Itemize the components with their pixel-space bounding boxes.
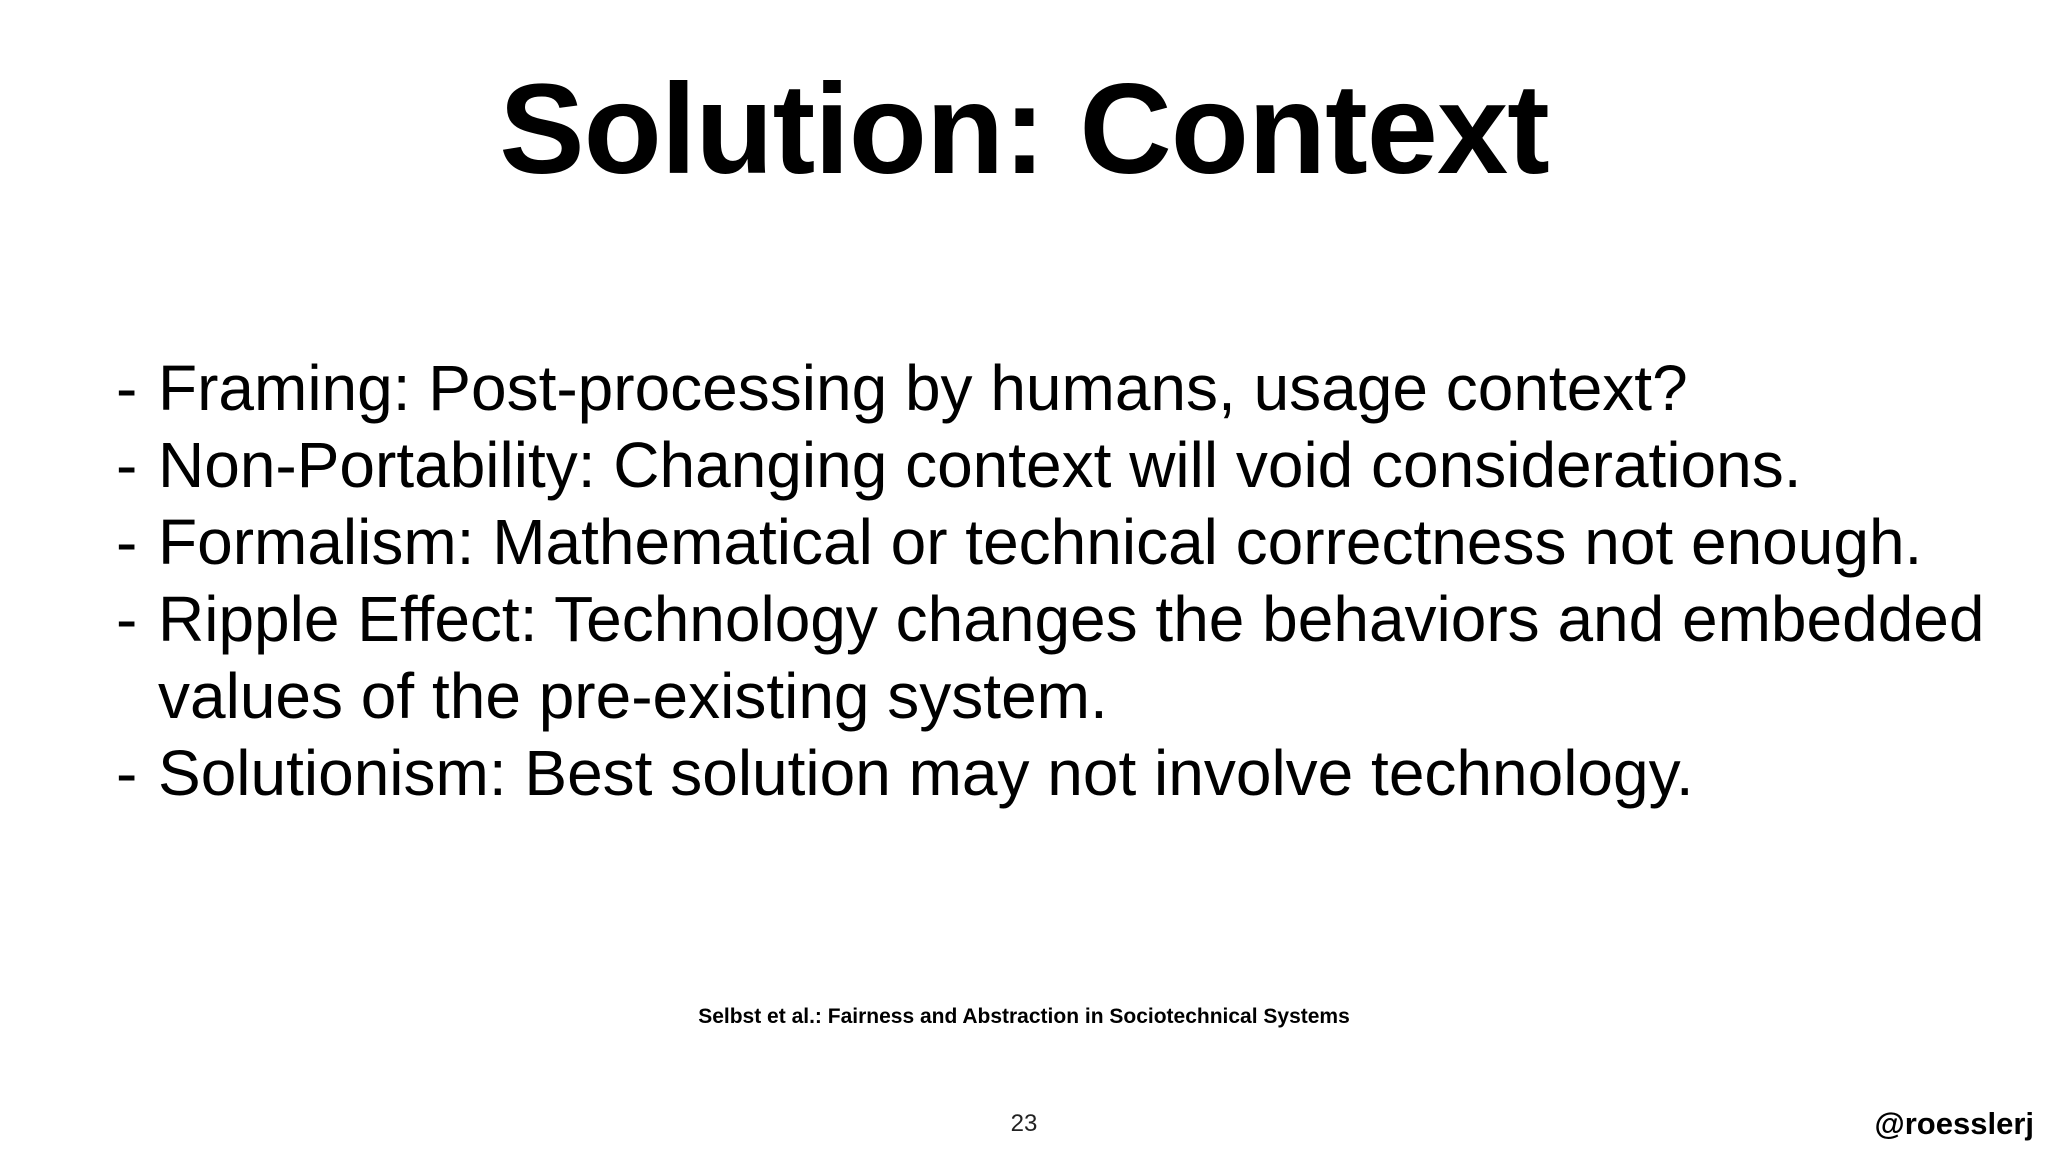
bullet-item-formalism xyxy=(116,504,1996,581)
slide-title: Solution: Context xyxy=(499,58,1549,201)
bullet-marker: - xyxy=(116,583,138,655)
bullet-item-non-portability xyxy=(116,427,1996,504)
bullet-text: Formalism: Mathematical or technical correctness not enough. xyxy=(158,506,1923,578)
bullet-text: Ripple Effect: Technology changes the behaviors and embedded values of the pre-existing system. xyxy=(158,583,1985,732)
bullet-marker: - xyxy=(116,352,138,424)
bullet-list xyxy=(116,350,1996,812)
bullet-marker: - xyxy=(116,737,138,809)
bullet-item-framing xyxy=(116,350,1996,427)
bullet-item-solutionism xyxy=(116,735,1996,812)
citation: Selbst et al.: Fairness and Abstraction in Sociotechnical Systems xyxy=(698,1005,1350,1028)
bullet-text: Solutionism: Best solution may not involve technology. xyxy=(158,737,1694,809)
page-number: 23 xyxy=(1010,1110,1038,1137)
author-handle: @roesslerj xyxy=(1874,1106,2034,1141)
bullet-marker: - xyxy=(116,429,138,501)
bullet-marker: - xyxy=(116,506,138,578)
bullet-text: Framing: Post-processing by humans, usage context? xyxy=(158,352,1688,424)
bullet-text: Non-Portability: Changing context will void considerations. xyxy=(158,429,1802,501)
bullet-item-ripple-effect xyxy=(116,581,1996,735)
